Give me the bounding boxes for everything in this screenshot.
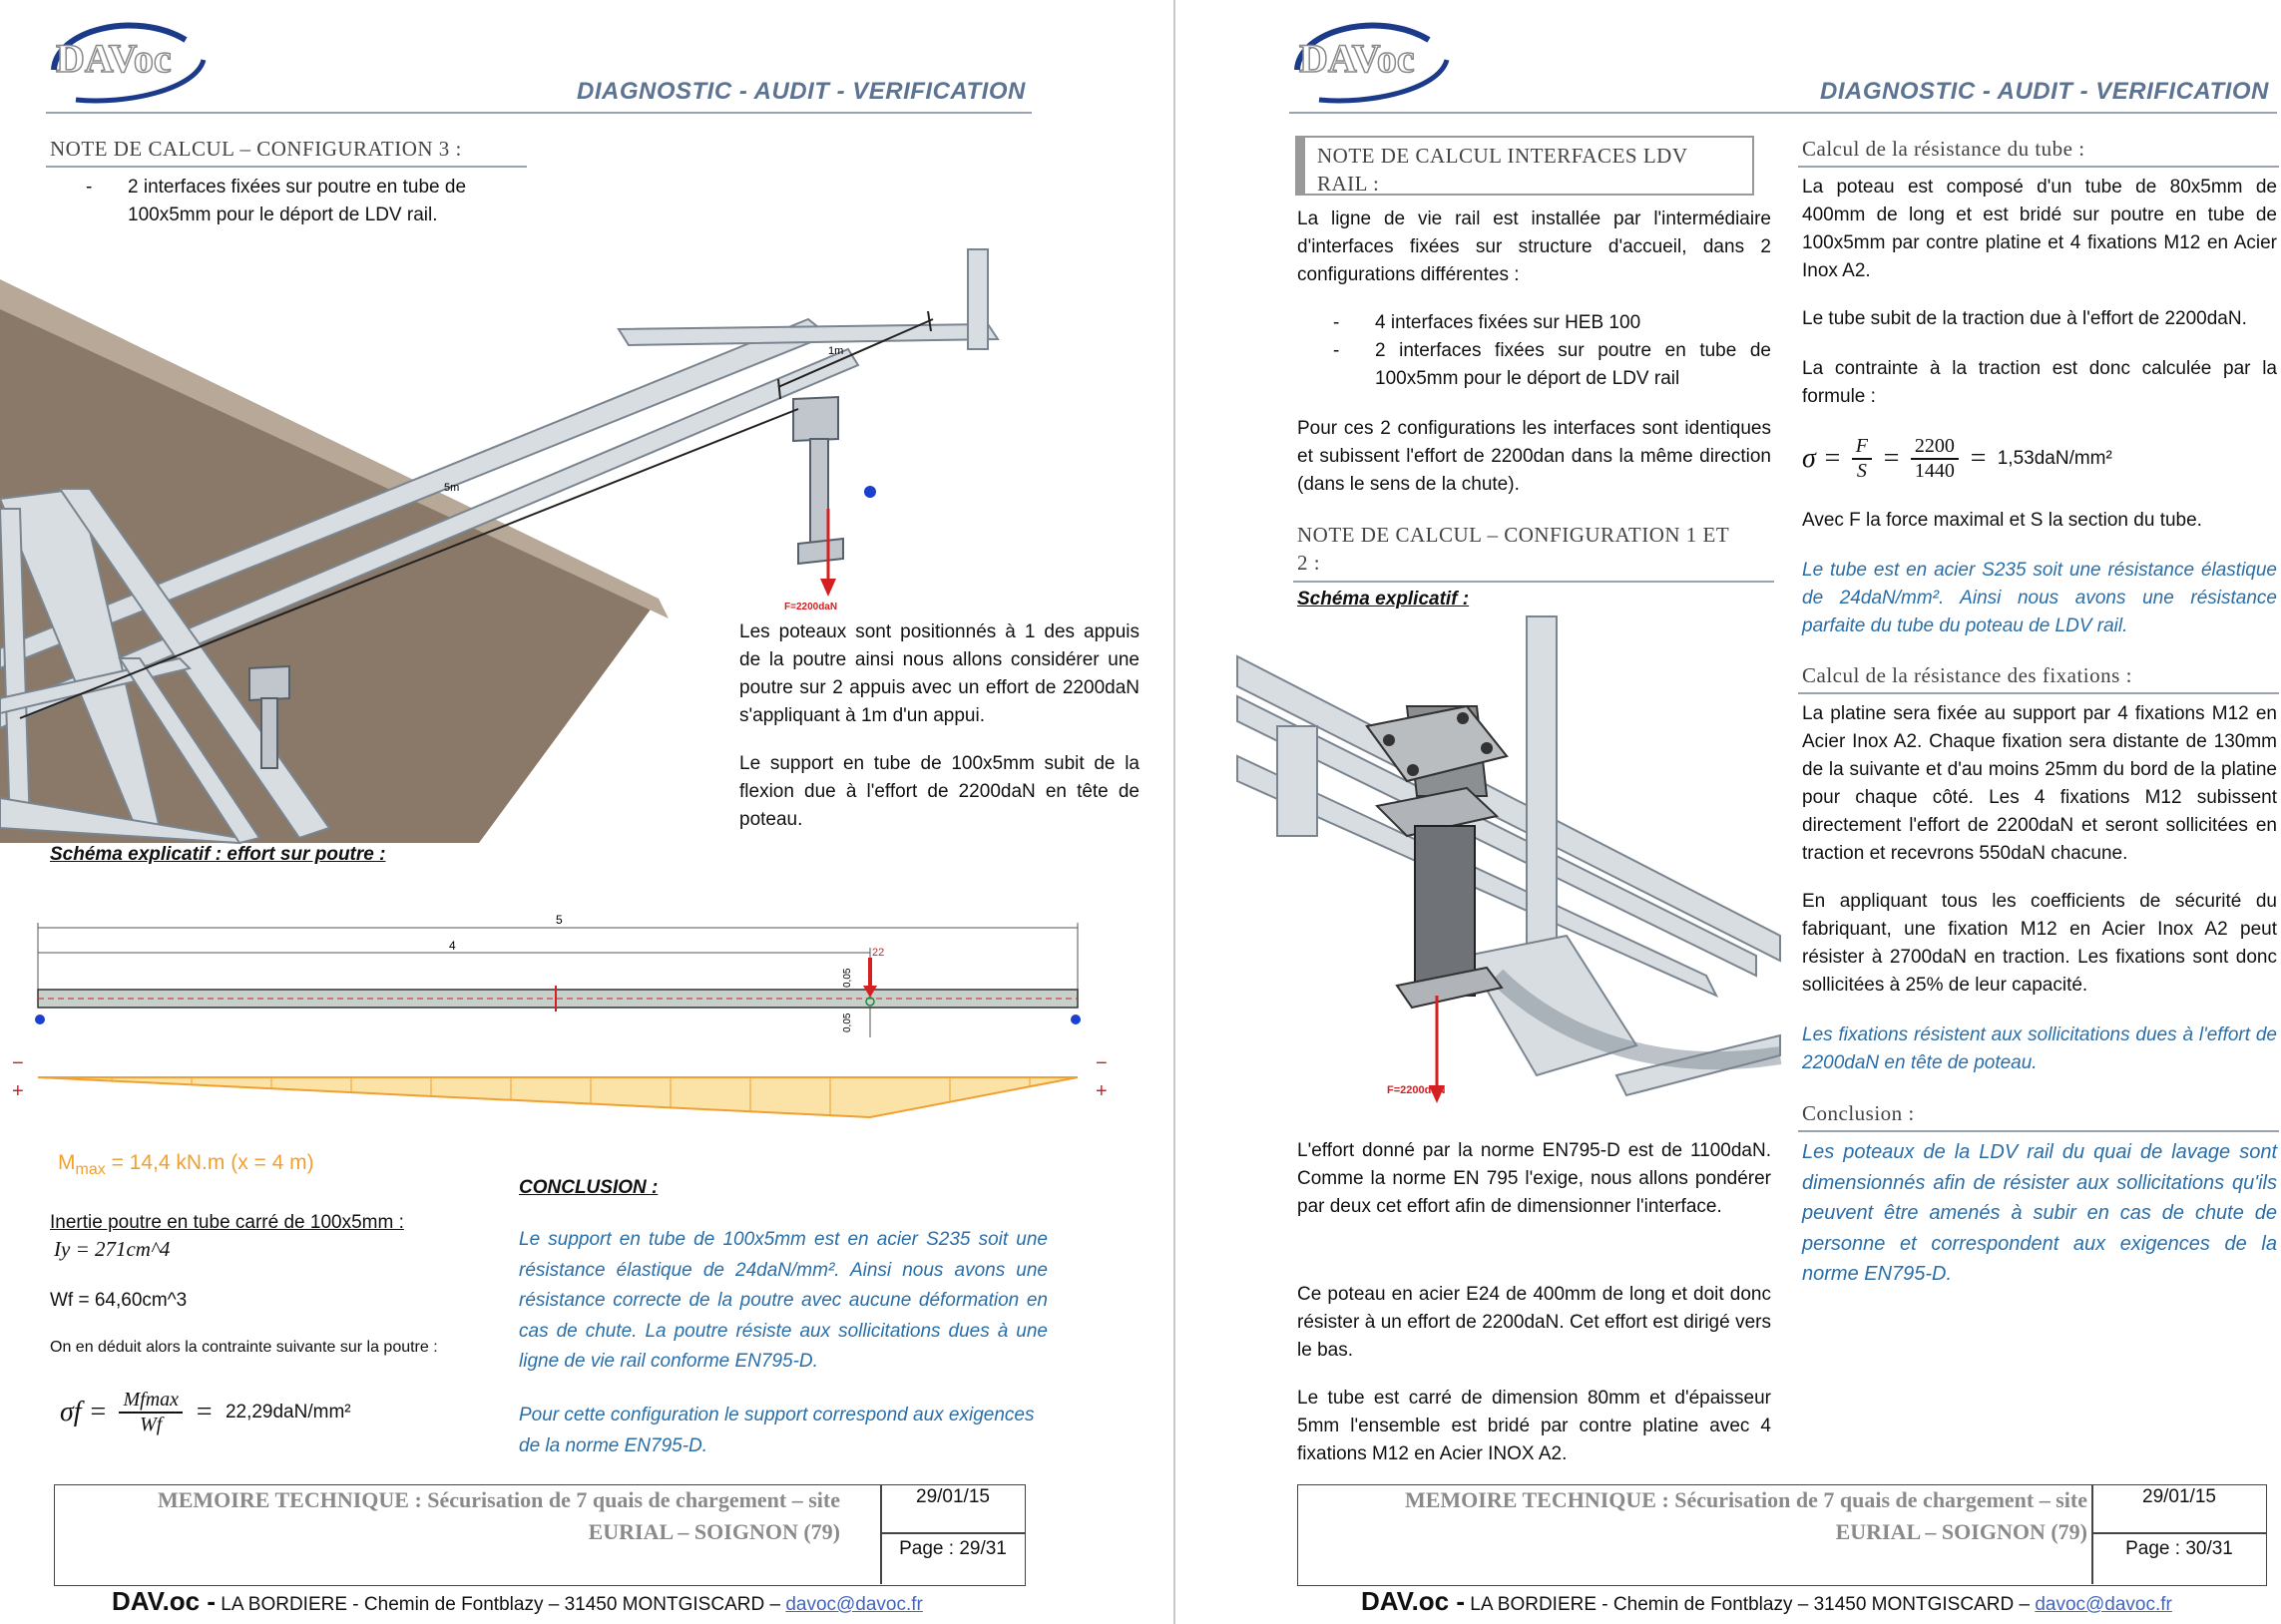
email-link[interactable]: davoc@davoc.fr xyxy=(2035,1594,2172,1615)
header-rule xyxy=(46,112,1032,114)
conclusion-paragraph: Les poteaux de la LDV rail du quai de lavage sont dimensionnés afin de résister aux sollicitations qu'ils peuvent être amenés à subir en cas de chute de personne et correspondent aux exigences de la norme EN795-D. xyxy=(1802,1141,2277,1285)
minus-right: − xyxy=(1096,1052,1108,1074)
tube-paragraph-4: Avec F la force maximal et S la section du tube. xyxy=(1802,510,2202,531)
beam-load-diagram xyxy=(12,898,1110,1127)
iy-value: Iy = 271cm^4 xyxy=(54,1237,171,1261)
config3-bullets xyxy=(86,174,495,229)
calc-fix-rule xyxy=(1798,692,2279,694)
dim-1m-label: 1m xyxy=(828,345,844,357)
load-value: 22 xyxy=(872,947,885,959)
config12-title: NOTE DE CALCUL – CONFIGURATION 1 ET 2 : xyxy=(1297,523,1729,575)
logo-text: DAVoc xyxy=(1299,36,1415,81)
conclusion-rule xyxy=(1798,1130,2279,1132)
norm-paragraph: L'effort donné par la norme EN795-D est de 1100daN. Comme la norme EN 795 l'exige, nous allons pondérer par deux cet effort afin de dimensionner l'interface. xyxy=(1297,1140,1771,1217)
mmax-value: $M_{max} = 14,4$ kN.m (x = 4 m) xyxy=(58,1151,314,1179)
tension-formula: σ = $\frac{F}{S}$ = $\frac{2200}{1440}$ = 1,53daN/mm² xyxy=(1802,435,2112,482)
dim-total: 5 xyxy=(556,913,563,927)
calc-tube-title: Calcul de la résistance du tube : xyxy=(1802,137,2085,161)
footer-title: MEMOIRE TECHNIQUE : Sécurisation de 7 quais de chargement – site EURIAL – SOIGNON (79) xyxy=(1404,1487,2087,1544)
stress-formula: σf = $\frac{Mfmax}{Wf}$ = 22,29daN/mm² xyxy=(60,1389,351,1435)
header-title: DIAGNOSTIC - AUDIT - VERIFICATION xyxy=(1820,78,2269,105)
flexion-paragraph: Le support en tube de 100x5mm subit de la flexion due à l'effort de 2200daN en tête de poteau. xyxy=(739,753,1140,830)
interfaces-title: NOTE DE CALCUL INTERFACES LDV RAIL : xyxy=(1295,136,1754,196)
inertia-title: Inertie poutre en tube carré de 100x5mm : xyxy=(50,1212,404,1233)
tube-blue-paragraph: Le tube est en acier S235 soit une résistance élastique de 24daN/mm². Ainsi nous avons une résistance parfaite du tube du poteau de LDV rail. xyxy=(1802,560,2277,636)
footer-page: Page : 30/31 xyxy=(2125,1538,2233,1559)
wf-value: Wf = 64,60cm^3 xyxy=(50,1290,188,1311)
interface-3d-drawing xyxy=(1237,616,1780,1096)
logo-text: DAVoc xyxy=(56,36,172,81)
minus-left: − xyxy=(12,1052,24,1074)
footer-date: 29/01/15 xyxy=(2142,1486,2216,1507)
list-item: - 2 interfaces fixées sur poutre en tube de 100x5mm pour le déport de LDV rail xyxy=(1333,337,1771,393)
header-rule xyxy=(1289,112,2277,114)
page-30 xyxy=(1177,0,2281,1624)
plus-left: + xyxy=(12,1080,24,1102)
davoc-logo xyxy=(46,10,212,106)
schema-label: Schéma explicatif : xyxy=(1297,589,1470,609)
list-item: - 4 interfaces fixées sur HEB 100 xyxy=(1333,309,1771,337)
deduce-text: On en déduit alors la contrainte suivante sur la poutre : xyxy=(50,1339,438,1356)
poles-paragraph: Les poteaux sont positionnés à 1 des appuis de la poutre ainsi nous allons considérer une poutre sur 2 appuis avec un effort de 2200daN s'appliquant à 1m d'un appui. xyxy=(739,621,1140,726)
calc-tube-rule xyxy=(1798,166,2279,168)
header-title: DIAGNOSTIC - AUDIT - VERIFICATION xyxy=(577,78,1026,105)
config12-rule xyxy=(1293,581,1774,583)
address-line: DAV.oc - LA BORDIERE - Chemin de Fontblazy – 31450 MONTGISCARD – davoc@davoc.fr xyxy=(1361,1586,2172,1616)
configs-list xyxy=(1333,309,1771,393)
section-rule xyxy=(46,166,527,168)
section-title: NOTE DE CALCUL – CONFIGURATION 3 : xyxy=(50,137,462,161)
conclusion-title: CONCLUSION : xyxy=(519,1177,659,1198)
footer-title: MEMOIRE TECHNIQUE : Sécurisation de 7 quais de chargement – site EURIAL – SOIGNON (79) xyxy=(157,1487,840,1544)
same-interfaces-paragraph: Pour ces 2 configurations les interfaces sont identiques et subissent l'effort de 2200dan dans la même direction (dans le sens de la chute). xyxy=(1297,418,1771,495)
schema-effort-label: Schéma explicatif : effort sur poutre : xyxy=(50,844,386,865)
conclusion-title: Conclusion : xyxy=(1802,1101,1915,1125)
fix-paragraph-1: La platine sera fixée au support par 4 fixations M12 en Acier Inox A2. Chaque fixation sera distante de 130mm de la suivante et d'au moins 25mm du bord de la platine pour chaque côté. Les 4 fixations M12 subissent directement l'effort de 2200daN et seront sollicitées en traction et recevrons 550daN chacune. xyxy=(1802,703,2277,864)
list-item: - 2 interfaces fixées sur poutre en tube de 100x5mm pour le déport de LDV rail. xyxy=(86,174,495,229)
tube-paragraph: Le tube est carré de dimension 80mm et d'épaisseur 5mm l'ensemble est bridé par contre platine avec 4 fixations M12 en Acier INOX A2. xyxy=(1297,1388,1771,1464)
davoc-logo xyxy=(1289,10,1455,106)
footer-date: 29/01/15 xyxy=(916,1486,990,1507)
tube-paragraph-3: La contrainte à la traction est donc calculée par la formule : xyxy=(1802,358,2277,407)
force-label: F=2200daN xyxy=(784,602,838,612)
email-link[interactable]: davoc@davoc.fr xyxy=(785,1594,923,1615)
dim-5m-label: 5m xyxy=(444,482,460,494)
conclusion-norm: Pour cette configuration le support correspond aux exigences de la norme EN795-D. xyxy=(519,1405,1035,1456)
address-line: DAV.oc - LA BORDIERE - Chemin de Fontblazy – 31450 MONTGISCARD – davoc@davoc.fr xyxy=(112,1586,923,1616)
plus-right: + xyxy=(1096,1080,1108,1102)
intro-paragraph: La ligne de vie rail est installée par l'intermédiaire d'interfaces fixées sur structure d'accueil, dans 2 configurations différentes : xyxy=(1297,208,1771,285)
post-paragraph: Ce poteau en acier E24 de 400mm de long et doit donc résister à un effort de 2200daN. Cet effort est dirigé vers le bas. xyxy=(1297,1284,1771,1361)
footer-page: Page : 29/31 xyxy=(899,1538,1007,1559)
conclusion-paragraph: Le support en tube de 100x5mm est en acier S235 soit une résistance élastique de 24daN/mm². Ainsi nous avons une résistance correcte de la poutre avec aucune déformation en cas de chute. La poutre résiste aux sollicitations dues à une ligne de vie rail conforme EN795-D. xyxy=(519,1229,1048,1372)
dim-d1: 0,05 xyxy=(842,968,853,988)
fix-paragraph-2: En appliquant tous les coefficients de sécurité du fabriquant, une fixation M12 en Acier Inox A2 peut résister à 2700daN en traction. Les fixations sont donc sollicitées à 25% de leur capacité. xyxy=(1802,891,2277,996)
tube-paragraph-2: Le tube subit de la traction due à l'effort de 2200daN. xyxy=(1802,308,2247,329)
dim-d2: 0,05 xyxy=(842,1013,853,1032)
tube-paragraph-1: La poteau est composé d'un tube de 80x5mm de 400mm de long et est bridé sur poutre en tube de 100x5mm par contre platine et 4 fixations M12 en Acier Inox A2. xyxy=(1802,177,2277,281)
calc-fix-title: Calcul de la résistance des fixations : xyxy=(1802,663,2132,687)
fix-blue-paragraph: Les fixations résistent aux sollicitations dues à l'effort de 2200daN en tête de poteau. xyxy=(1802,1024,2277,1073)
force-label: F=2200daN xyxy=(1387,1084,1446,1096)
dim-partial: 4 xyxy=(449,939,456,953)
